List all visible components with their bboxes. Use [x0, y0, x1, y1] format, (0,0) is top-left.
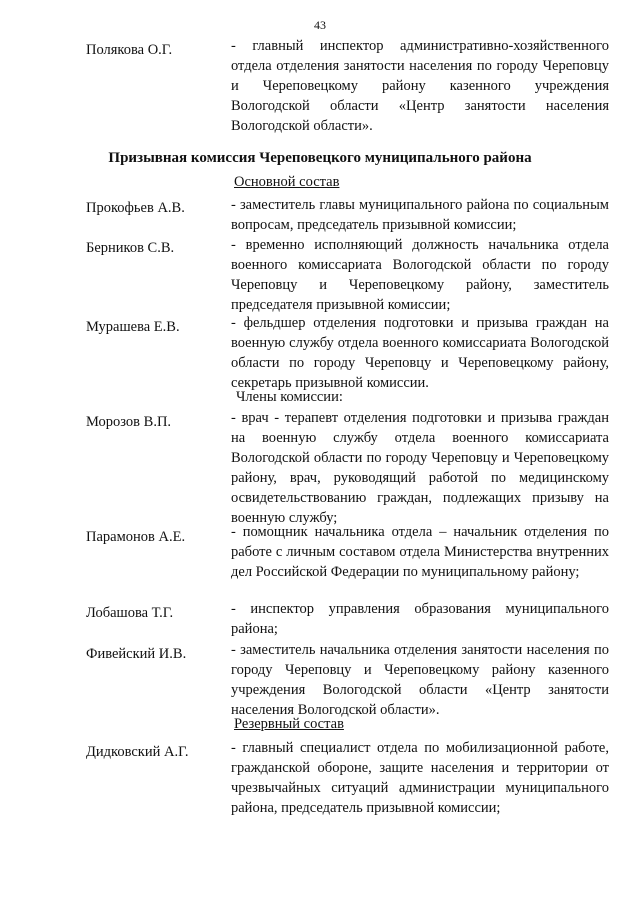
member-role: - фельдшер отделения подготовки и призыва граждан на военную службу отдела военного комиссариата Вологодской области по городу Череповцу и Череповецкому району, секретарь призывной комиссии.	[231, 315, 609, 391]
member-name: Лобашова Т.Г.	[86, 605, 174, 621]
main-composition-label: Основной состав	[234, 174, 340, 190]
member-name: Берников С.В.	[86, 240, 175, 256]
member-name: Фивейский И.В.	[86, 646, 187, 662]
member-name: Мурашева Е.В.	[86, 319, 180, 335]
member-role: - заместитель главы муниципального района по социальным вопросам, председатель призывной комиссии;	[231, 197, 609, 233]
member-role: - главный специалист отдела по мобилизационной работе, гражданской обороне, защите населения и территории от чрезвычайных ситуаций администрации муниципального района, председатель призывной комиссии;	[231, 740, 609, 816]
member-role: - временно исполняющий должность начальника отдела военного комиссариата Вологодской области по городу Череповцу и Череповецкому району, заместитель председателя призывной комиссии;	[231, 237, 609, 313]
member-role: - помощник начальника отдела – начальник отделения по работе с личным составом отдела Министерства внутренних дел Российской Федерации по муниципальному району;	[231, 524, 609, 580]
member-name: Морозов В.П.	[86, 414, 172, 430]
member-name: Полякова О.Г.	[86, 42, 173, 58]
member-role: - заместитель начальника отделения занятости населения по городу Череповцу и Череповецкому району казенного учреждения Вологодской области «Центр занятости населения Вологодской области».	[231, 642, 609, 718]
member-name: Дидковский А.Г.	[86, 744, 189, 760]
member-role: - главный инспектор административно-хозяйственного отдела отделения занятости населения по городу Череповцу и Череповецкому району казенного учреждения Вологодской области «Центр занятости населения Вологодской области».	[231, 38, 609, 134]
member-role: - инспектор управления образования муниципального района;	[231, 601, 609, 637]
members-label: Члены комиссии:	[236, 389, 343, 405]
page-number: 43	[314, 18, 326, 32]
member-name: Прокофьев А.В.	[86, 200, 185, 216]
member-role: - врач - терапевт отделения подготовки и призыва граждан на военную службу отдела военного комиссариата Вологодской области по городу Череповцу и Череповецкому району, врач, руководящий работой по медицинскому освидетельствованию граждан, подлежащих призыву на военную службу;	[231, 410, 609, 526]
section-heading: Призывная комиссия Череповецкого муниципального района	[108, 150, 532, 166]
reserve-composition-label: Резервный состав	[234, 716, 344, 732]
member-name: Парамонов А.Е.	[86, 529, 186, 545]
